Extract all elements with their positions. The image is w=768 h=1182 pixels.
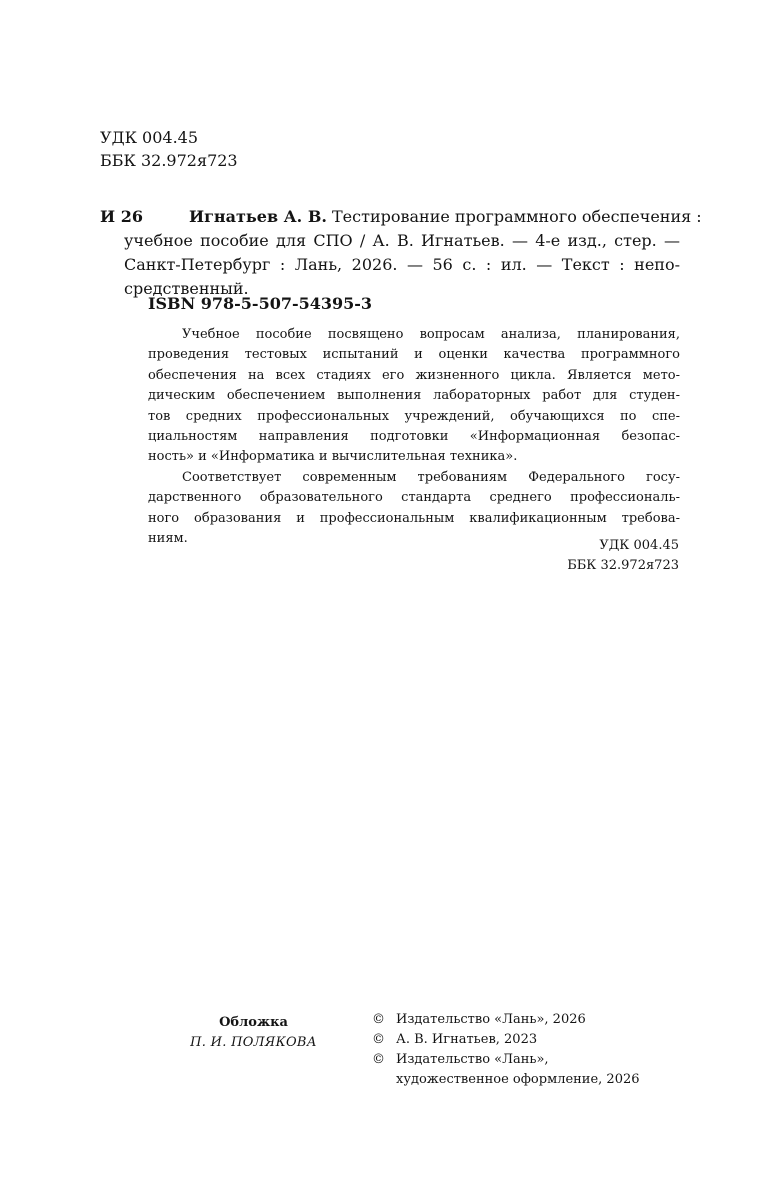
abstract <box>148 325 680 549</box>
abstract-line: дарственного образовательного стандарта среднего профессиональ- <box>148 490 680 506</box>
copyright-item <box>372 1010 640 1030</box>
copyright-continuation <box>372 1070 640 1090</box>
cover-label: Обложка <box>219 1015 288 1030</box>
udk-code-footer: УДК 004.45 <box>599 538 679 553</box>
cover-designer-name: П. И. ПОЛЯКОВА <box>190 1035 317 1050</box>
isbn: ISBN 978-5-507-54395-3 <box>148 294 373 313</box>
copyright-icon: © <box>372 1032 385 1047</box>
classification-footer <box>567 536 679 577</box>
cover-credit <box>166 1013 341 1053</box>
biblio-line-3: Санкт-Петербург : Лань, 2026. — 56 с. : ил. — Текст : непо- <box>124 255 680 274</box>
udk-code: УДК 004.45 <box>100 128 199 147</box>
copyright-item <box>372 1050 640 1070</box>
abstract-line: проведения тестовых испытаний и оценки качества программного <box>148 347 680 363</box>
biblio-line-4: средственный. <box>124 279 249 298</box>
copyright-item <box>372 1030 640 1050</box>
copyright-icon: © <box>372 1052 385 1067</box>
bbk-code-footer: ББК 32.972я723 <box>567 558 679 574</box>
biblio-line-1 <box>189 205 702 229</box>
abstract-line: обеспечения на всех стадиях его жизненного цикла. Является мето- <box>148 367 680 383</box>
copyright-text: А. В. Игнатьев, 2023 <box>396 1032 538 1047</box>
copyright-icon: © <box>372 1012 385 1027</box>
copyright-text: художественное оформление, 2026 <box>396 1072 640 1087</box>
abstract-line: ниям. <box>148 531 188 547</box>
book-title: Тестирование программного обеспечения : <box>332 207 702 226</box>
biblio-line-2: учебное пособие для СПО / А. В. Игнатьев. — 4-е изд., стер. — <box>124 231 680 250</box>
abstract-line: Учебное пособие посвящено вопросам анализа, планирования, <box>182 327 680 342</box>
copyright-text: Издательство «Лань», 2026 <box>396 1012 586 1027</box>
author-mark: И 26 <box>100 207 143 226</box>
abstract-line: тов средних профессиональных учреждений, обучающихся по спе- <box>148 408 680 424</box>
bbk-code: ББК 32.972я723 <box>100 151 238 170</box>
bibliographic-description <box>124 205 702 301</box>
copyright-text: Издательство «Лань», <box>396 1052 549 1067</box>
abstract-line: дическим обеспечением выполнения лабораторных работ для студен- <box>148 388 680 404</box>
author-name: Игнатьев А. В. <box>189 207 327 226</box>
abstract-line: ность» и «Информатика и вычислительная техника». <box>148 449 518 465</box>
abstract-line: Соответствует современным требованиям Федерального госу- <box>182 469 680 485</box>
abstract-line: ного образования и профессиональным квалификационным требова- <box>148 510 680 526</box>
classification-header <box>100 126 238 172</box>
copyright-block <box>372 1010 640 1090</box>
abstract-line: циальностям направления подготовки «Информационная безопас- <box>148 429 680 445</box>
